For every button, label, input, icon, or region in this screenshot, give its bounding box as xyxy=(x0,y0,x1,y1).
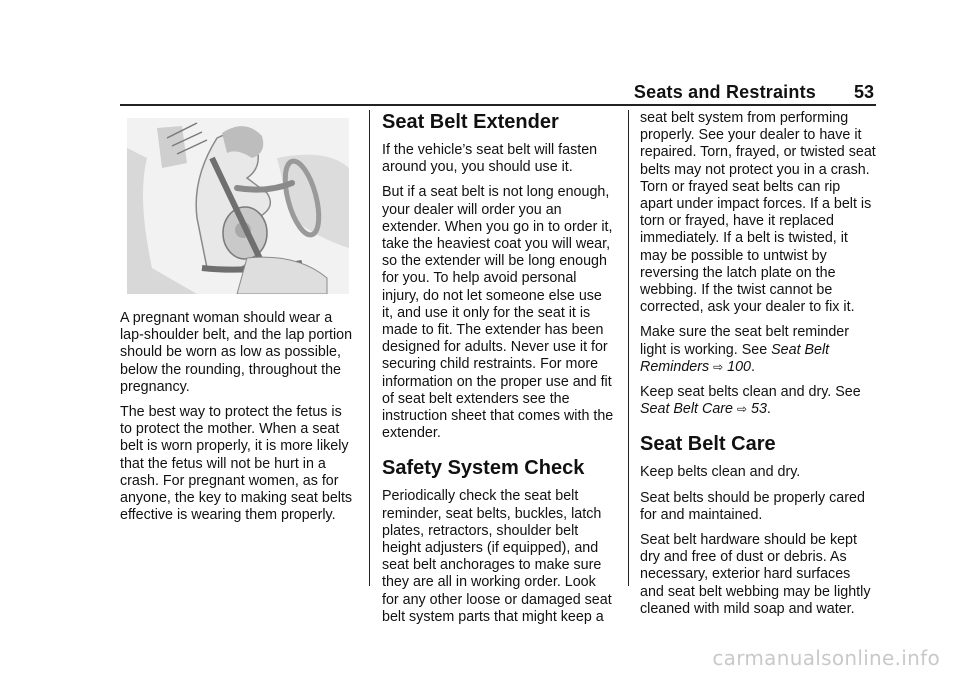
link-text: Seat Belt Reminders xyxy=(640,341,830,375)
page-header xyxy=(120,80,876,106)
column-3 xyxy=(640,110,876,626)
link-page: 100 xyxy=(727,358,752,375)
paragraph xyxy=(640,324,876,376)
column-divider xyxy=(628,110,629,586)
paragraph: Seat belts should be properly cared for and maintained. xyxy=(640,489,865,523)
link-page: 53 xyxy=(751,401,767,418)
heading-seat-belt-care: Seat Belt Care xyxy=(640,433,776,456)
watermark: carmanualsonline.info xyxy=(712,646,940,670)
paragraph xyxy=(640,384,876,418)
cross-reference-link[interactable] xyxy=(640,401,767,417)
heading-seat-belt-extender: Seat Belt Extender xyxy=(382,111,559,133)
paragraph: Keep belts clean and dry. xyxy=(640,464,801,481)
text: Make sure the seat belt reminder light is working. See xyxy=(640,324,849,358)
paragraph: The best way to protect the fetus is to protect the mother. When a seat belt is worn properly, it is more likely that the fetus will not be hurt in a crash. For pregnant women, as for anyone, the key to making seat belts effective is wearing them properly. xyxy=(120,404,353,524)
heading-safety-system-check: Safety System Check xyxy=(382,457,585,480)
paragraph: Seat belt hardware should be kept dry and free of dust or debris. As necessary, exterior hard surfaces and seat belt webbing may be lightly cleaned with mild soap and water. xyxy=(640,532,871,617)
text: . xyxy=(751,358,755,375)
page-number: 53 xyxy=(853,82,874,102)
pregnant-woman-seatbelt-illustration xyxy=(127,118,349,294)
paragraph: Periodically check the seat belt reminder, seat belts, buckles, latch plates, retractors, shoulder belt height adjusters (if equipped), and seat belt anchorages to make sure they are all in working order. Look for any other loose or damaged seat belt system parts that might keep a xyxy=(382,488,612,625)
text: . xyxy=(766,401,771,418)
column-divider xyxy=(369,110,370,586)
illustration-svg xyxy=(127,118,349,294)
text: Keep seat belts clean and dry. See xyxy=(640,384,861,401)
page-arrow-icon: ⇨ xyxy=(713,359,724,374)
link-text: Seat Belt Care xyxy=(640,401,733,418)
paragraph: But if a seat belt is not long enough, your dealer will order you an extender. When you go in to order it, take the heaviest coat you will wear, so the extender will be long enough for you. To help avoid personal injury, do not let someone else use it, and use it only for the seat it is made to fit. The extender has been designed for adults. Never use it for securing child restraints. For more information on the proper use and fit of seat belt extenders see the instruction sheet that comes with the extender. xyxy=(382,184,614,442)
column-2 xyxy=(382,110,614,634)
paragraph: If the vehicle’s seat belt will fasten around you, you should use it. xyxy=(382,142,598,176)
paragraph: A pregnant woman should wear a lap-shoulder belt, and the lap portion should be worn as low as possible, below the rounding, throughout the pregnancy. xyxy=(120,310,353,395)
section-title: Seats and Restraints xyxy=(633,82,816,102)
page-arrow-icon: ⇨ xyxy=(736,402,748,417)
paragraph: seat belt system from performing properly. See your dealer to have it repaired. Torn, frayed, or twisted seat belts may not protect you in a crash. Torn or frayed seat belts can rip apart under impact forces. If a belt is torn or frayed, have it replaced immediately. If a belt is twisted, it may be possible to untwist by reversing the latch plate on the webbing. If the twist cannot be corrected, ask your dealer to fix it. xyxy=(640,110,876,316)
column-1 xyxy=(120,310,355,532)
